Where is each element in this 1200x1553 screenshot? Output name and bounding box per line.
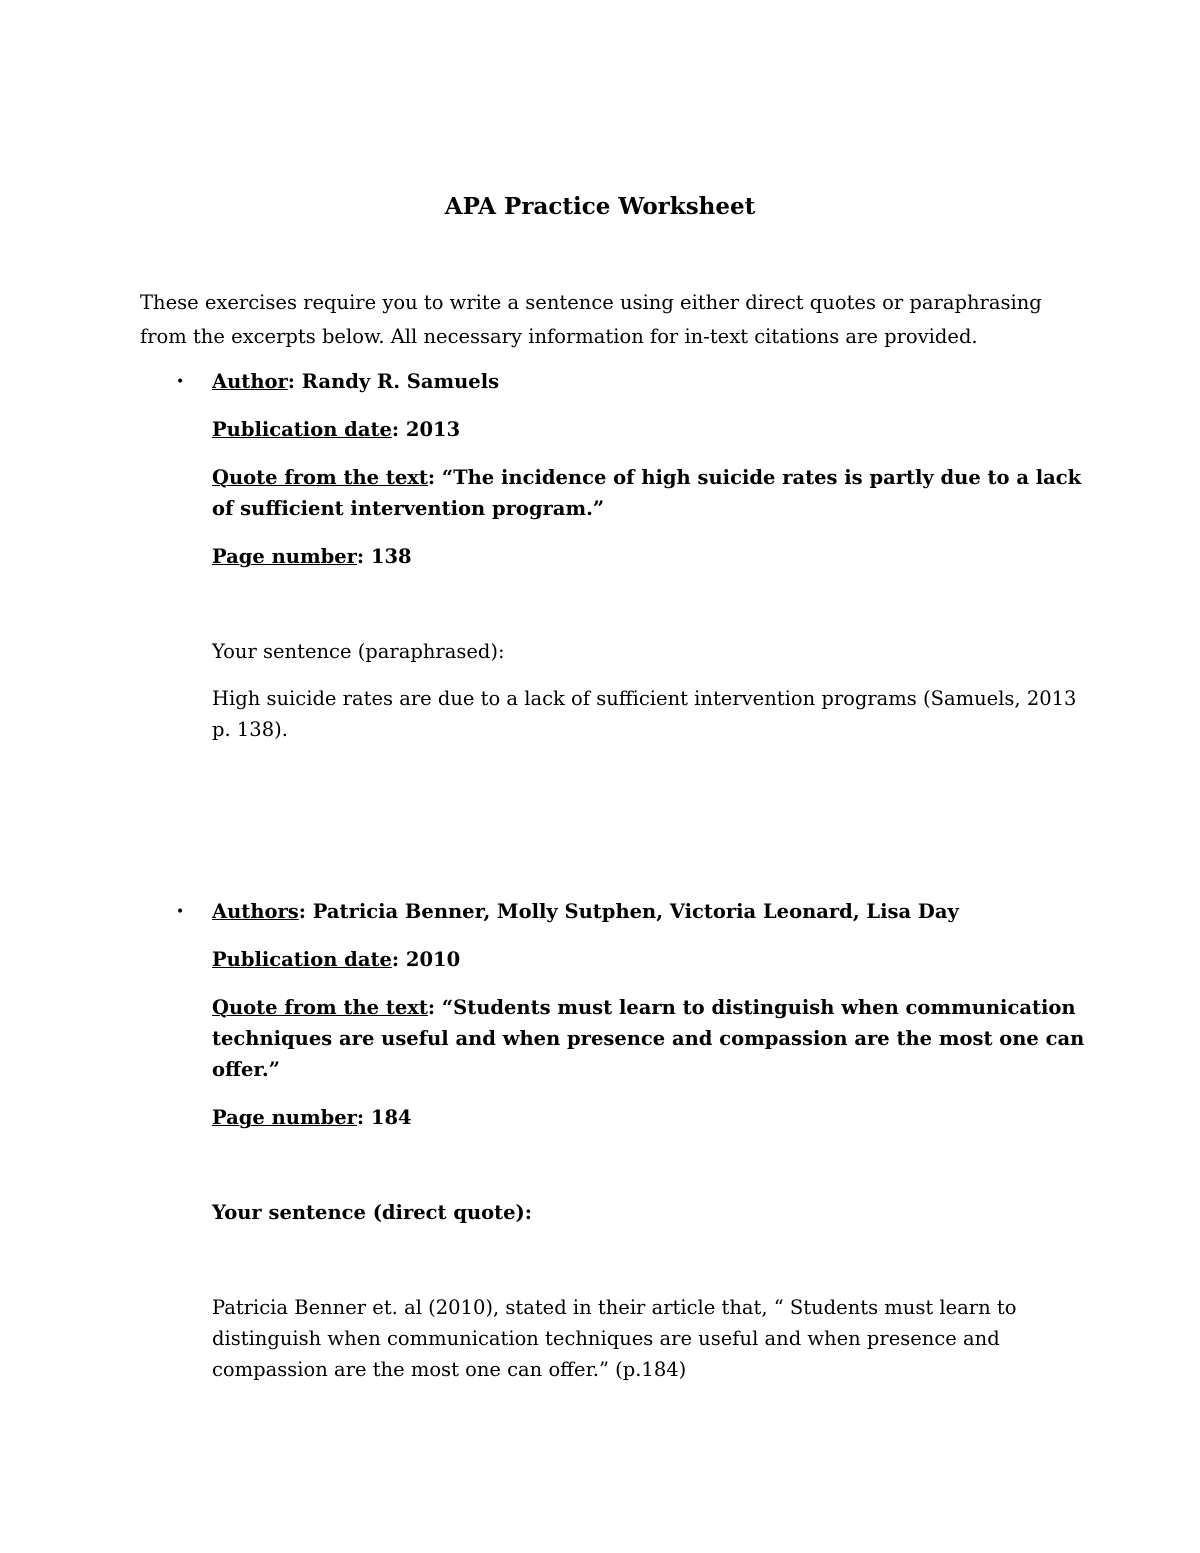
publication-date-label: Publication date bbox=[212, 418, 392, 441]
publication-date-value: 2013 bbox=[405, 418, 461, 441]
citation-entry-1 bbox=[176, 366, 1092, 745]
author-label: Author bbox=[212, 370, 288, 393]
page-number-line: Page number: 138 bbox=[212, 545, 412, 568]
quote-value: “The incidence of high suicide rates is partly due to a lack of sufficient intervention program.” bbox=[212, 466, 1082, 520]
page-number-label: Page number bbox=[212, 1106, 357, 1129]
author-line: Author: Randy R. Samuels bbox=[212, 370, 500, 393]
publication-date-line: Publication date: 2013 bbox=[212, 418, 461, 441]
intro-paragraph: These exercises require you to write a sentence using either direct quotes or paraphrasing from the excerpts below. All necessary information for in-text citations are provided. bbox=[140, 291, 1042, 348]
quote-label: Quote from the text bbox=[212, 466, 428, 489]
sentence-label: Your sentence (direct quote): bbox=[212, 1201, 532, 1224]
page-number-value: 138 bbox=[370, 545, 412, 568]
page-number-label: Page number bbox=[212, 545, 357, 568]
bullet-icon: • bbox=[176, 374, 185, 390]
quote-line: Quote from the text: “Students must learn to distinguish when communication techniques are useful and when presence and compassion are the most one can offer.” bbox=[212, 996, 1085, 1081]
author-label: Authors bbox=[212, 900, 299, 923]
author-value: Randy R. Samuels bbox=[301, 370, 500, 393]
publication-date-value: 2010 bbox=[405, 948, 461, 971]
author-value: Patricia Benner, Molly Sutphen, Victoria Leonard, Lisa Day bbox=[312, 900, 959, 923]
quote-line: Quote from the text: “The incidence of high suicide rates is partly due to a lack of sufficient intervention program.” bbox=[212, 466, 1082, 520]
publication-date-line: Publication date: 2010 bbox=[212, 948, 461, 971]
page-title: APA Practice Worksheet bbox=[444, 193, 756, 220]
author-line: Authors: Patricia Benner, Molly Sutphen, Victoria Leonard, Lisa Day bbox=[212, 900, 959, 923]
quote-label: Quote from the text bbox=[212, 996, 428, 1019]
page-number-value: 184 bbox=[370, 1106, 412, 1129]
quote-value: “Students must learn to distinguish when communication techniques are useful and when presence and compassion are the most one can offer.” bbox=[212, 996, 1085, 1081]
page-number-line: Page number: 184 bbox=[212, 1106, 412, 1129]
publication-date-label: Publication date bbox=[212, 948, 392, 971]
sentence-label: Your sentence (paraphrased): bbox=[212, 640, 505, 663]
citation-entry-2 bbox=[176, 896, 1092, 1385]
sentence-answer: High suicide rates are due to a lack of sufficient intervention programs (Samuels, 2013 p. 138). bbox=[212, 687, 1077, 741]
bullet-icon: • bbox=[176, 904, 185, 920]
sentence-answer: Patricia Benner et. al (2010), stated in their article that, “ Students must learn to distinguish when communication techniques are useful and when presence and compassion are the most one can offer.” (p.184) bbox=[212, 1296, 1017, 1381]
